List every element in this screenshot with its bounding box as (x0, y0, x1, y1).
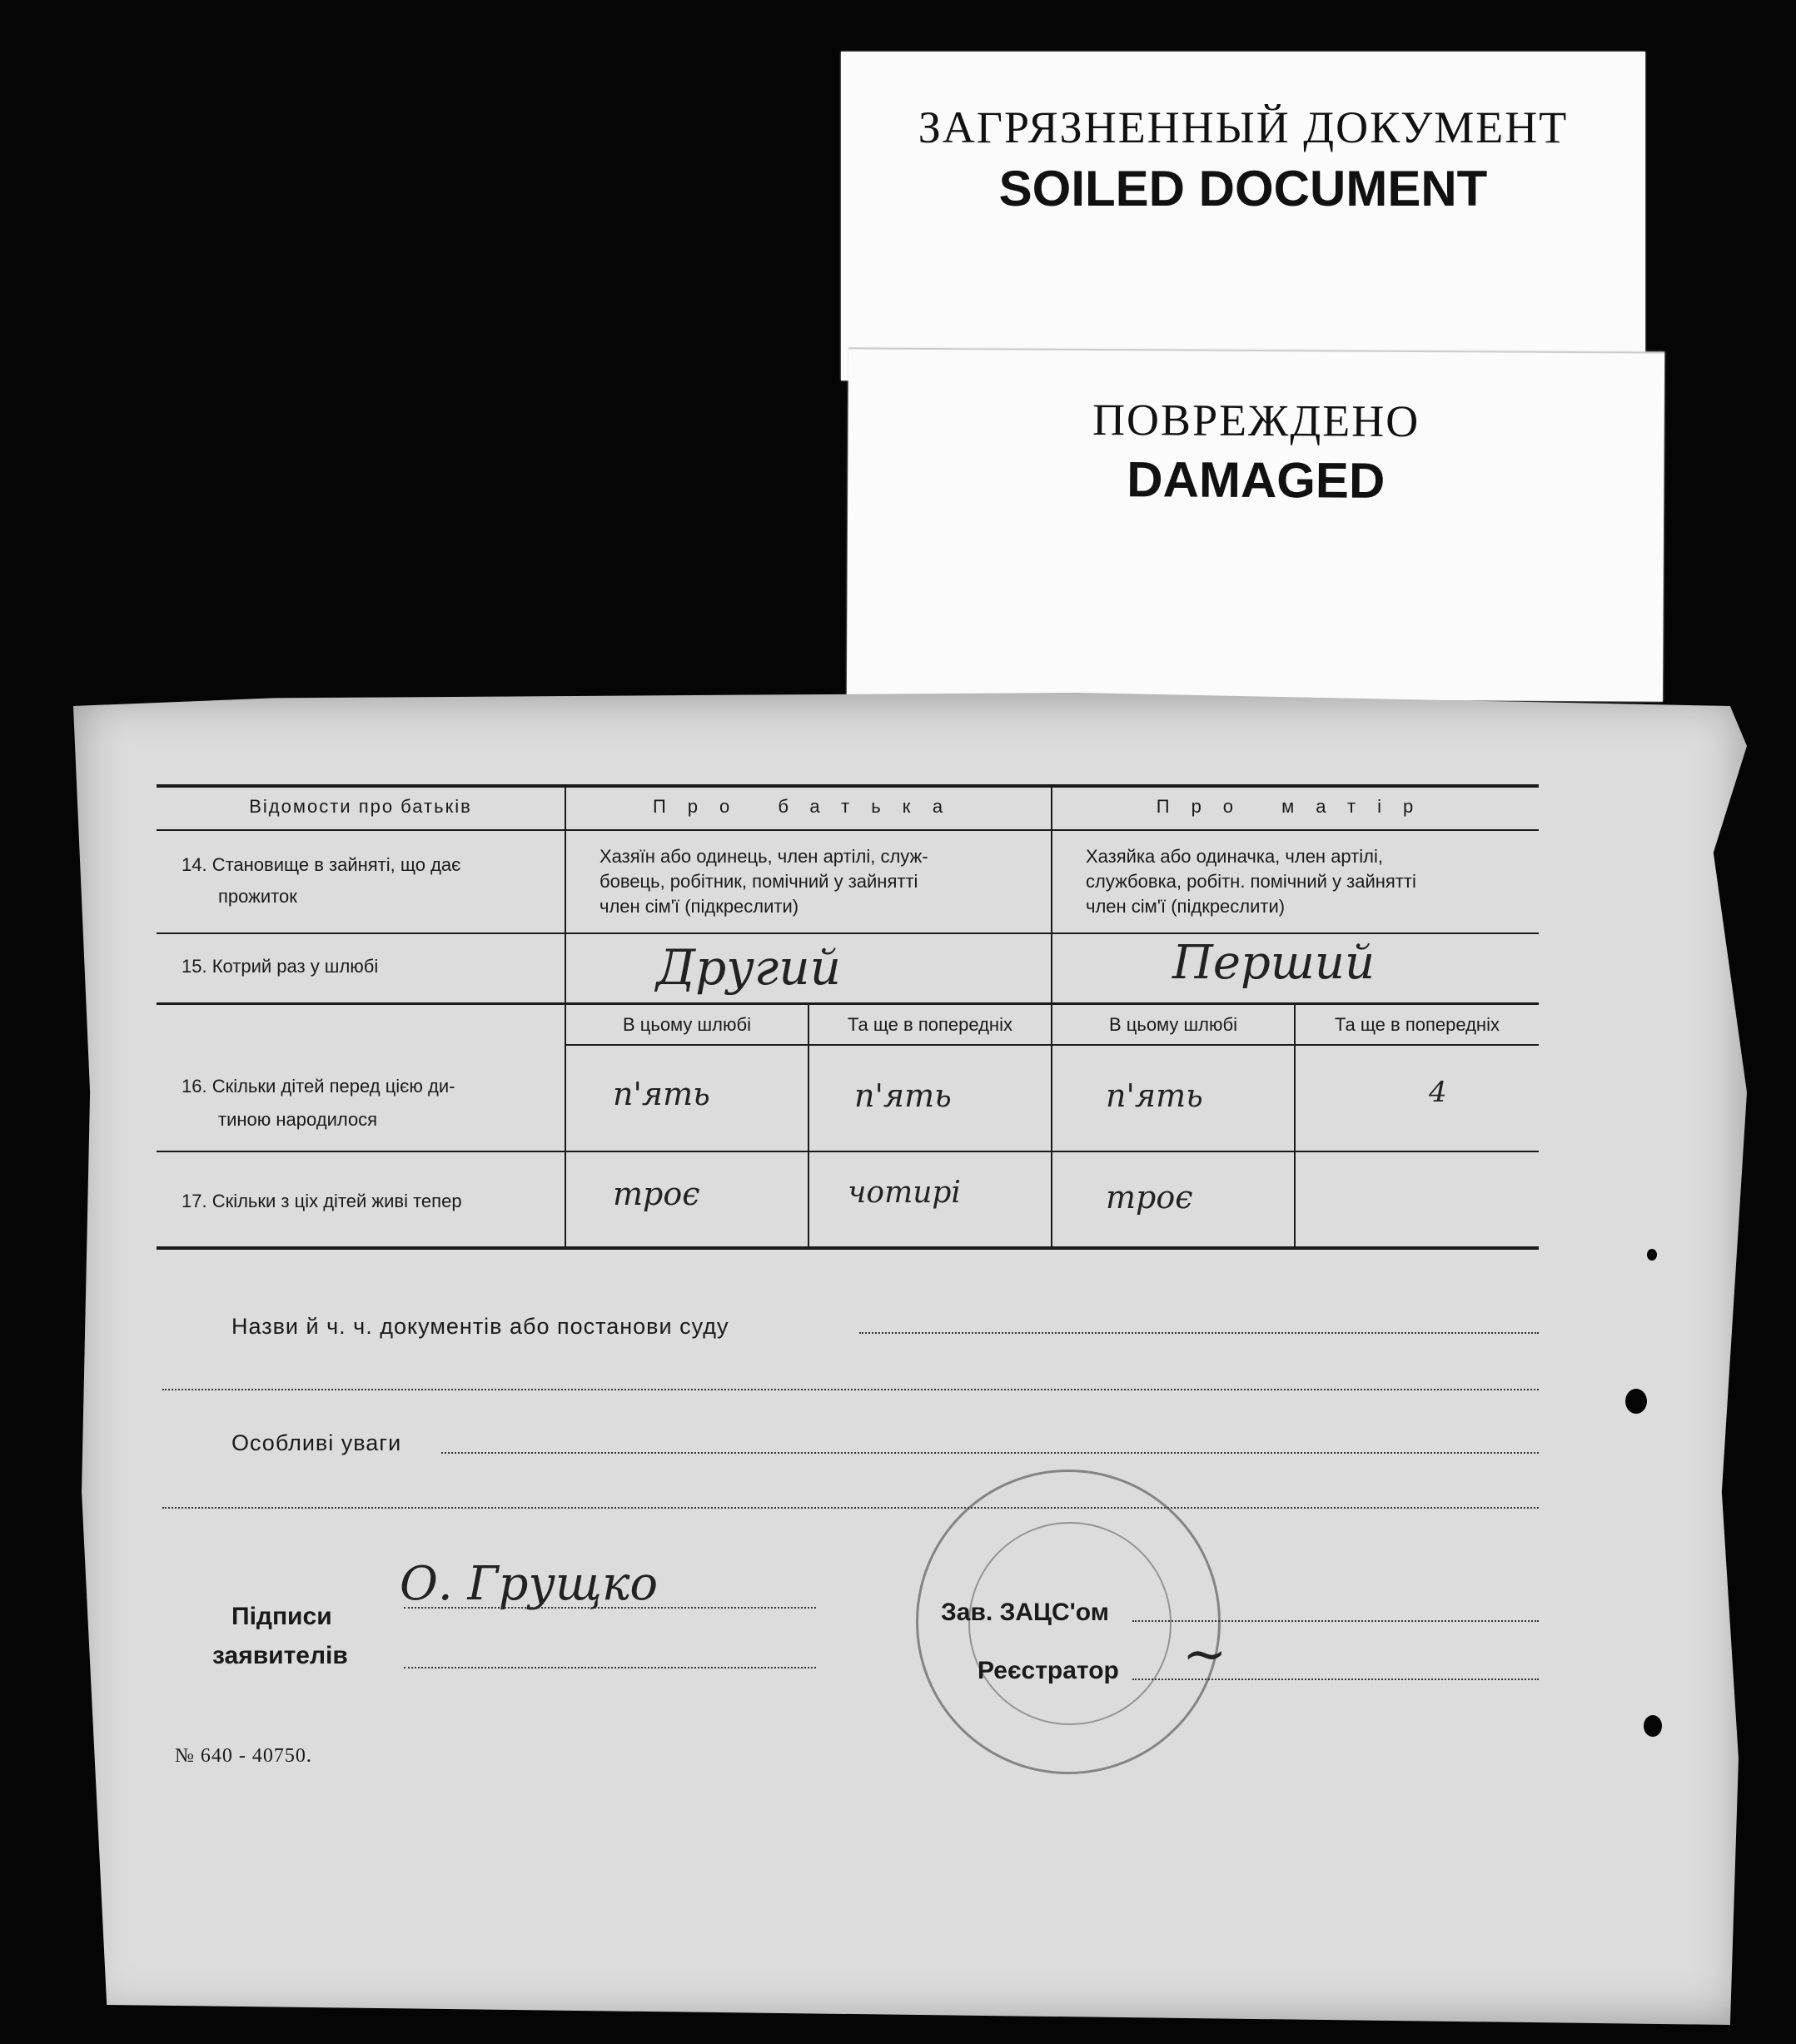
row14-father-line1: Хазяїн або одинець, член артілі, служ- (599, 846, 928, 867)
row16-label-line2: тиною народилося (218, 1109, 378, 1130)
row17-father-prev: чотирі (848, 1176, 961, 1210)
punch-hole (1644, 1715, 1662, 1737)
signatures-label-2: заявителів (212, 1642, 348, 1669)
parents-info-table (157, 784, 1539, 1251)
damaged-label-en: DAMAGED (1127, 451, 1386, 509)
signature-line-1 (404, 1607, 816, 1609)
punch-hole (1647, 1249, 1657, 1261)
row14-father-line2: бовець, робітник, помічний у зайнятті (599, 871, 918, 892)
damaged-document-label (847, 347, 1664, 701)
header-father: Про батька (652, 796, 965, 817)
row16-label-line1: 16. Скільки дітей перед цією ди- (182, 1076, 455, 1097)
row16-mother-prev: 4 (1429, 1076, 1447, 1109)
row14-label-line2: прожиток (218, 886, 297, 907)
soiled-label-ru: ЗАГРЯЗНЕННЫЙ ДОКУМЕНТ (918, 102, 1569, 152)
registrar-label: Реєстратор (978, 1657, 1119, 1684)
documents-label: Назви й ч. ч. документів або постанови суду (231, 1314, 729, 1339)
row17-father-this: троє (613, 1176, 700, 1212)
documents-line-2 (162, 1389, 1539, 1390)
row15-mother-value: Перший (1172, 936, 1376, 990)
subheader-mother-this: В цьому шлюбі (1108, 1014, 1238, 1035)
signatures-label-1: Підписи (231, 1603, 332, 1630)
subheader-father-prev: Та ще в попередніх (848, 1014, 1012, 1035)
notes-label: Особливі уваги (231, 1430, 402, 1455)
punch-hole (1625, 1389, 1647, 1414)
subheader-mother-prev: Та ще в попередніх (1335, 1014, 1500, 1035)
notes-line (441, 1452, 1539, 1454)
row14-mother-line3: член сім'ї (підкреслити) (1086, 896, 1286, 917)
row16-father-this: п'ять (613, 1076, 710, 1112)
header-mother: Про матір (1156, 796, 1435, 817)
damaged-label-ru: ПОВРЕЖДЕНО (1092, 394, 1420, 447)
notes-line-2 (162, 1507, 1539, 1509)
documents-line (859, 1332, 1539, 1334)
row16-mother-this: п'ять (1106, 1077, 1203, 1114)
row15-label: 15. Котрий раз у шлюбі (182, 956, 379, 977)
row17-label: 17. Скільки з ціх дітей живі тепер (182, 1191, 462, 1211)
row14-mother-line1: Хазяйка або одиначка, член артілі, (1086, 846, 1383, 867)
row14-father-line3: член сім'ї (підкреслити) (599, 896, 799, 917)
row14-label-line1: 14. Становище в зайняті, що дає (182, 854, 461, 875)
row16-father-prev: п'ять (854, 1077, 952, 1114)
row14-mother-line2: службовка, робітн. помічний у зайнятті (1086, 871, 1416, 892)
header-parents-info: Відомости про батьків (249, 796, 472, 817)
head-line (1132, 1620, 1539, 1622)
row15-father-value: Другий (656, 939, 841, 996)
head-registry-label: Зав. ЗАЦС'ом (941, 1599, 1109, 1626)
applicant-signature: О. Грущко (400, 1557, 659, 1611)
form-number: № 640 - 40750. (175, 1745, 312, 1767)
signature-line-2 (404, 1667, 816, 1669)
subheader-father-this: В цьому шлюбі (622, 1014, 752, 1035)
soiled-document-label (841, 52, 1645, 380)
registrar-signature-mark: ~ (1182, 1624, 1227, 1685)
soiled-label-en: SOILED DOCUMENT (998, 161, 1488, 216)
row17-mother-this: троє (1106, 1179, 1193, 1216)
